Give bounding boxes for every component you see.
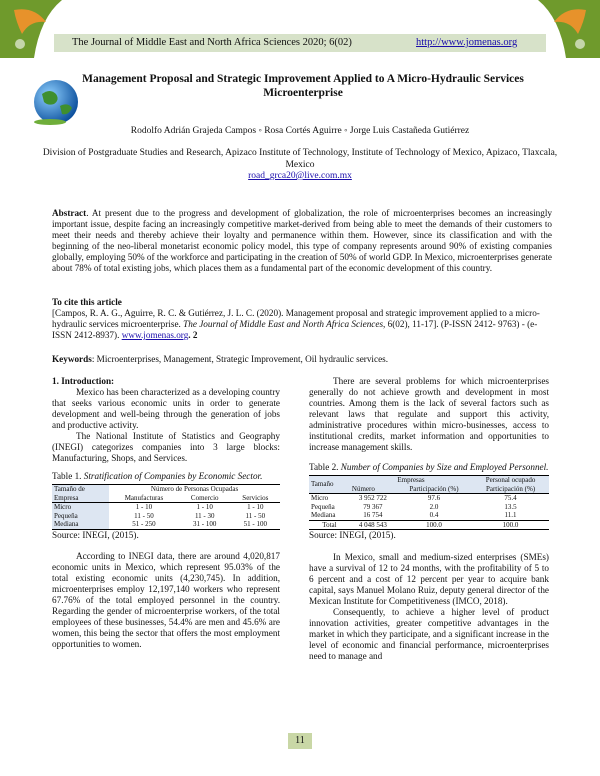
table2-companies xyxy=(309,475,549,530)
page-header xyxy=(0,0,600,56)
paragraph: There are several problems for which microenterprises generally do not achieve growth and development in most countries. Among them is the lack of several factors such as relevant laws that regulate and support this activity, administrative procedures within micro-businesses, access to institutional credits, market information and opportunities to increase management skills. xyxy=(309,376,549,452)
table-cell: 1 - 10 xyxy=(247,503,264,511)
table-cell: 51 - 250 xyxy=(109,520,179,529)
table1-caption-label: Table 1. xyxy=(52,471,84,481)
table-cell: Pequeña xyxy=(311,502,335,511)
table-cell: 13.5 xyxy=(504,502,517,511)
table2-corner: Tamaño xyxy=(309,476,350,494)
abstract-block xyxy=(52,208,552,274)
table1-corner-bottom: Empresa xyxy=(52,494,109,503)
journal-url-link[interactable]: http://www.jomenas.org xyxy=(416,37,518,48)
citation-details: , 6(02), 11-17]. (P-ISSN 2412- 9763) - (e-ISSN 2412-8937). xyxy=(52,319,538,340)
table-row xyxy=(52,520,280,529)
paragraph: According to INEGI data, there are around 4,020,817 economic units in Mexico, which represent 95.03% of the total existing economic units (4,230,745). In addition, microenterprises employ 12,197,140 workers who represent 67.76% of the total employed personnel in the country. Regarding the gender of microenterprise workers, of the total employees of these businesses, 54.4% are men and 45.6% are women, this being the sector that offers the most employment opportunities to women. xyxy=(52,550,280,649)
page-number: 11 xyxy=(288,733,312,749)
table-cell: Pequeña xyxy=(52,512,109,521)
table2-source: Source: INEGI, (2015). xyxy=(309,530,396,540)
table-cell: 11 - 50 xyxy=(245,511,266,520)
table-cell: 11 - 30 xyxy=(194,511,215,520)
author-list: Rodolfo Adrián Grajeda Campos ◦ Rosa Cortés Aguirre ◦ Jorge Luis Castañeda Gutiérrez xyxy=(130,126,470,136)
table-cell: Mediana xyxy=(311,511,336,519)
table-cell: 0.4 xyxy=(429,511,439,519)
table-row xyxy=(52,503,280,512)
citation-text xyxy=(52,308,552,341)
table-cell: 1 - 10 xyxy=(135,503,153,511)
table1-stratification xyxy=(52,484,280,530)
table-cell: Micro xyxy=(311,494,329,502)
table1-caption xyxy=(52,471,280,482)
paragraph: Consequently, to achieve a higher level of product innovation activities, greater competitive advantages in the market in which they participate, and a significant increase in the level of economic and financial performance, microenterprises need to manage and xyxy=(309,607,549,661)
table-cell: 4 048 543 xyxy=(350,520,396,530)
table-row xyxy=(309,494,549,503)
abstract-label: Abstract xyxy=(52,208,87,218)
table-cell: 97.6 xyxy=(427,494,441,502)
table-row-total xyxy=(309,520,549,530)
table1-col-header: Manufacturas xyxy=(109,494,179,503)
paragraph: The National Institute of Statistics and Geography (INEGI) categorizes companies into 3 large blocks: Manufacturing, Shops, and Services. xyxy=(52,431,280,463)
table2-col-header: Participación (%) xyxy=(472,485,549,494)
table-cell: 1 - 10 xyxy=(196,503,213,511)
table-cell: 2.0 xyxy=(429,502,439,511)
table-cell: Mediana xyxy=(52,520,109,529)
table2-col-header: Participación (%) xyxy=(396,485,472,494)
affiliation-text: Division of Postgraduate Studies and Research, Apizaco Institute of Technology, Institute of Technology of Mexico, Apizaco, Tlaxcala, Mexico xyxy=(42,148,558,170)
table-cell: 31 - 100 xyxy=(179,520,231,529)
table-row xyxy=(52,512,280,521)
table-cell: 100.0 xyxy=(472,520,549,530)
table1-group-header: Número de Personas Ocupadas xyxy=(109,485,280,494)
table1-col-header: Comercio xyxy=(179,494,231,503)
citation-main: [Campos, R. A. G., Aguirre, R. C. & Gutiérrez, J. L. C. (2020). Management proposal and strategic improvement applied to a micro-hydraulic services microenterprise. xyxy=(52,308,540,329)
right-column xyxy=(309,376,549,662)
abstract-text: . At present due to the progress and development of globalization, the role of microenterprises becomes an increasingly important issue, despite facing an increasingly competitive market-derived from being able to meet the demands of their customers to meet their needs and thereby achieve their loyalty and permanence within them. However, since its classification and with the beginning of the neo-liberal monetarist economic policy model, this type of company represents around 90% of existing companies globally, employing 50% of the workforce and participating in the creation of 50% of world GDP. In Mexico, microenterprises generate about 78% of total existing jobs, which places them as a fundamental part of the economic development of this country. xyxy=(52,208,552,273)
table-cell: Total xyxy=(309,520,350,530)
journal-title: The Journal of Middle East and North Africa Sciences 2020; 6(02) xyxy=(72,37,352,48)
table2-col-header: Número xyxy=(350,485,396,494)
table-cell: 11.1 xyxy=(504,511,517,519)
table2-caption xyxy=(309,462,549,473)
table-cell: 100.0 xyxy=(396,520,472,530)
table-row xyxy=(309,511,549,520)
left-column xyxy=(52,376,280,650)
corner-ornament-right-icon xyxy=(538,0,600,58)
cite-heading: To cite this article xyxy=(52,297,122,307)
table-row xyxy=(309,503,549,512)
table-cell: 3 952 722 xyxy=(358,494,387,502)
paper-title: Management Proposal and Strategic Improvement Applied to A Micro-Hydraulic Services Microenterprise xyxy=(82,73,524,99)
paragraph: In Mexico, small and medium-sized enterprises (SMEs) have a survival of 12 to 24 months, with the profitability of 5 to 6 percent and a cost of 12 percent per year to acquire bank capital, says Manuel Molano Ruiz, deputy general director of the Mexican Institute for Competitiveness (IMCO, 2018). xyxy=(309,552,549,606)
keywords-text: : Microenterprises, Management, Strategic Improvement, Oil hydraulic services. xyxy=(91,354,389,364)
table1-corner-top: Tamaño de xyxy=(52,485,109,494)
table-cell: 16 754 xyxy=(363,511,383,519)
citation-journal: The Journal of Middle East and North Africa Sciences xyxy=(183,319,384,329)
keywords-line xyxy=(52,354,552,364)
author-email-link[interactable]: road_grca20@live.com.mx xyxy=(248,171,352,181)
section-heading: 1. Introduction: xyxy=(52,376,115,386)
table2-caption-text: Number of Companies by Size and Employed Personnel. xyxy=(340,462,549,472)
paragraph: Mexico has been characterized as a developing country that seeks various economic units in order to generate development and well-being through the generation of jobs and productive activity. xyxy=(52,387,280,430)
table2-group-header: Personal ocupado xyxy=(472,476,549,485)
table1-caption-text: Stratification of Companies by Economic Sector. xyxy=(83,471,263,481)
corner-ornament-left-icon xyxy=(0,0,62,58)
globe-logo-icon xyxy=(30,76,82,128)
table-cell: 75.4 xyxy=(504,494,517,502)
table2-caption-label: Table 2. xyxy=(309,462,341,472)
table-cell: Micro xyxy=(52,503,109,512)
table-cell: 79 367 xyxy=(363,502,383,511)
citation-link[interactable]: www.jomenas.org xyxy=(121,330,189,340)
keywords-label: Keywords xyxy=(52,354,92,364)
table1-source: Source: INEGI, (2015). xyxy=(52,529,139,540)
table-cell: 51 - 100 xyxy=(231,520,280,529)
table1-col-header: Servicios xyxy=(231,494,280,503)
affiliation-block xyxy=(40,148,560,183)
citation-suffix: . 2 xyxy=(188,330,198,340)
table-cell: 11 - 50 xyxy=(134,511,154,520)
table2-group-header: Empresas xyxy=(350,476,472,485)
